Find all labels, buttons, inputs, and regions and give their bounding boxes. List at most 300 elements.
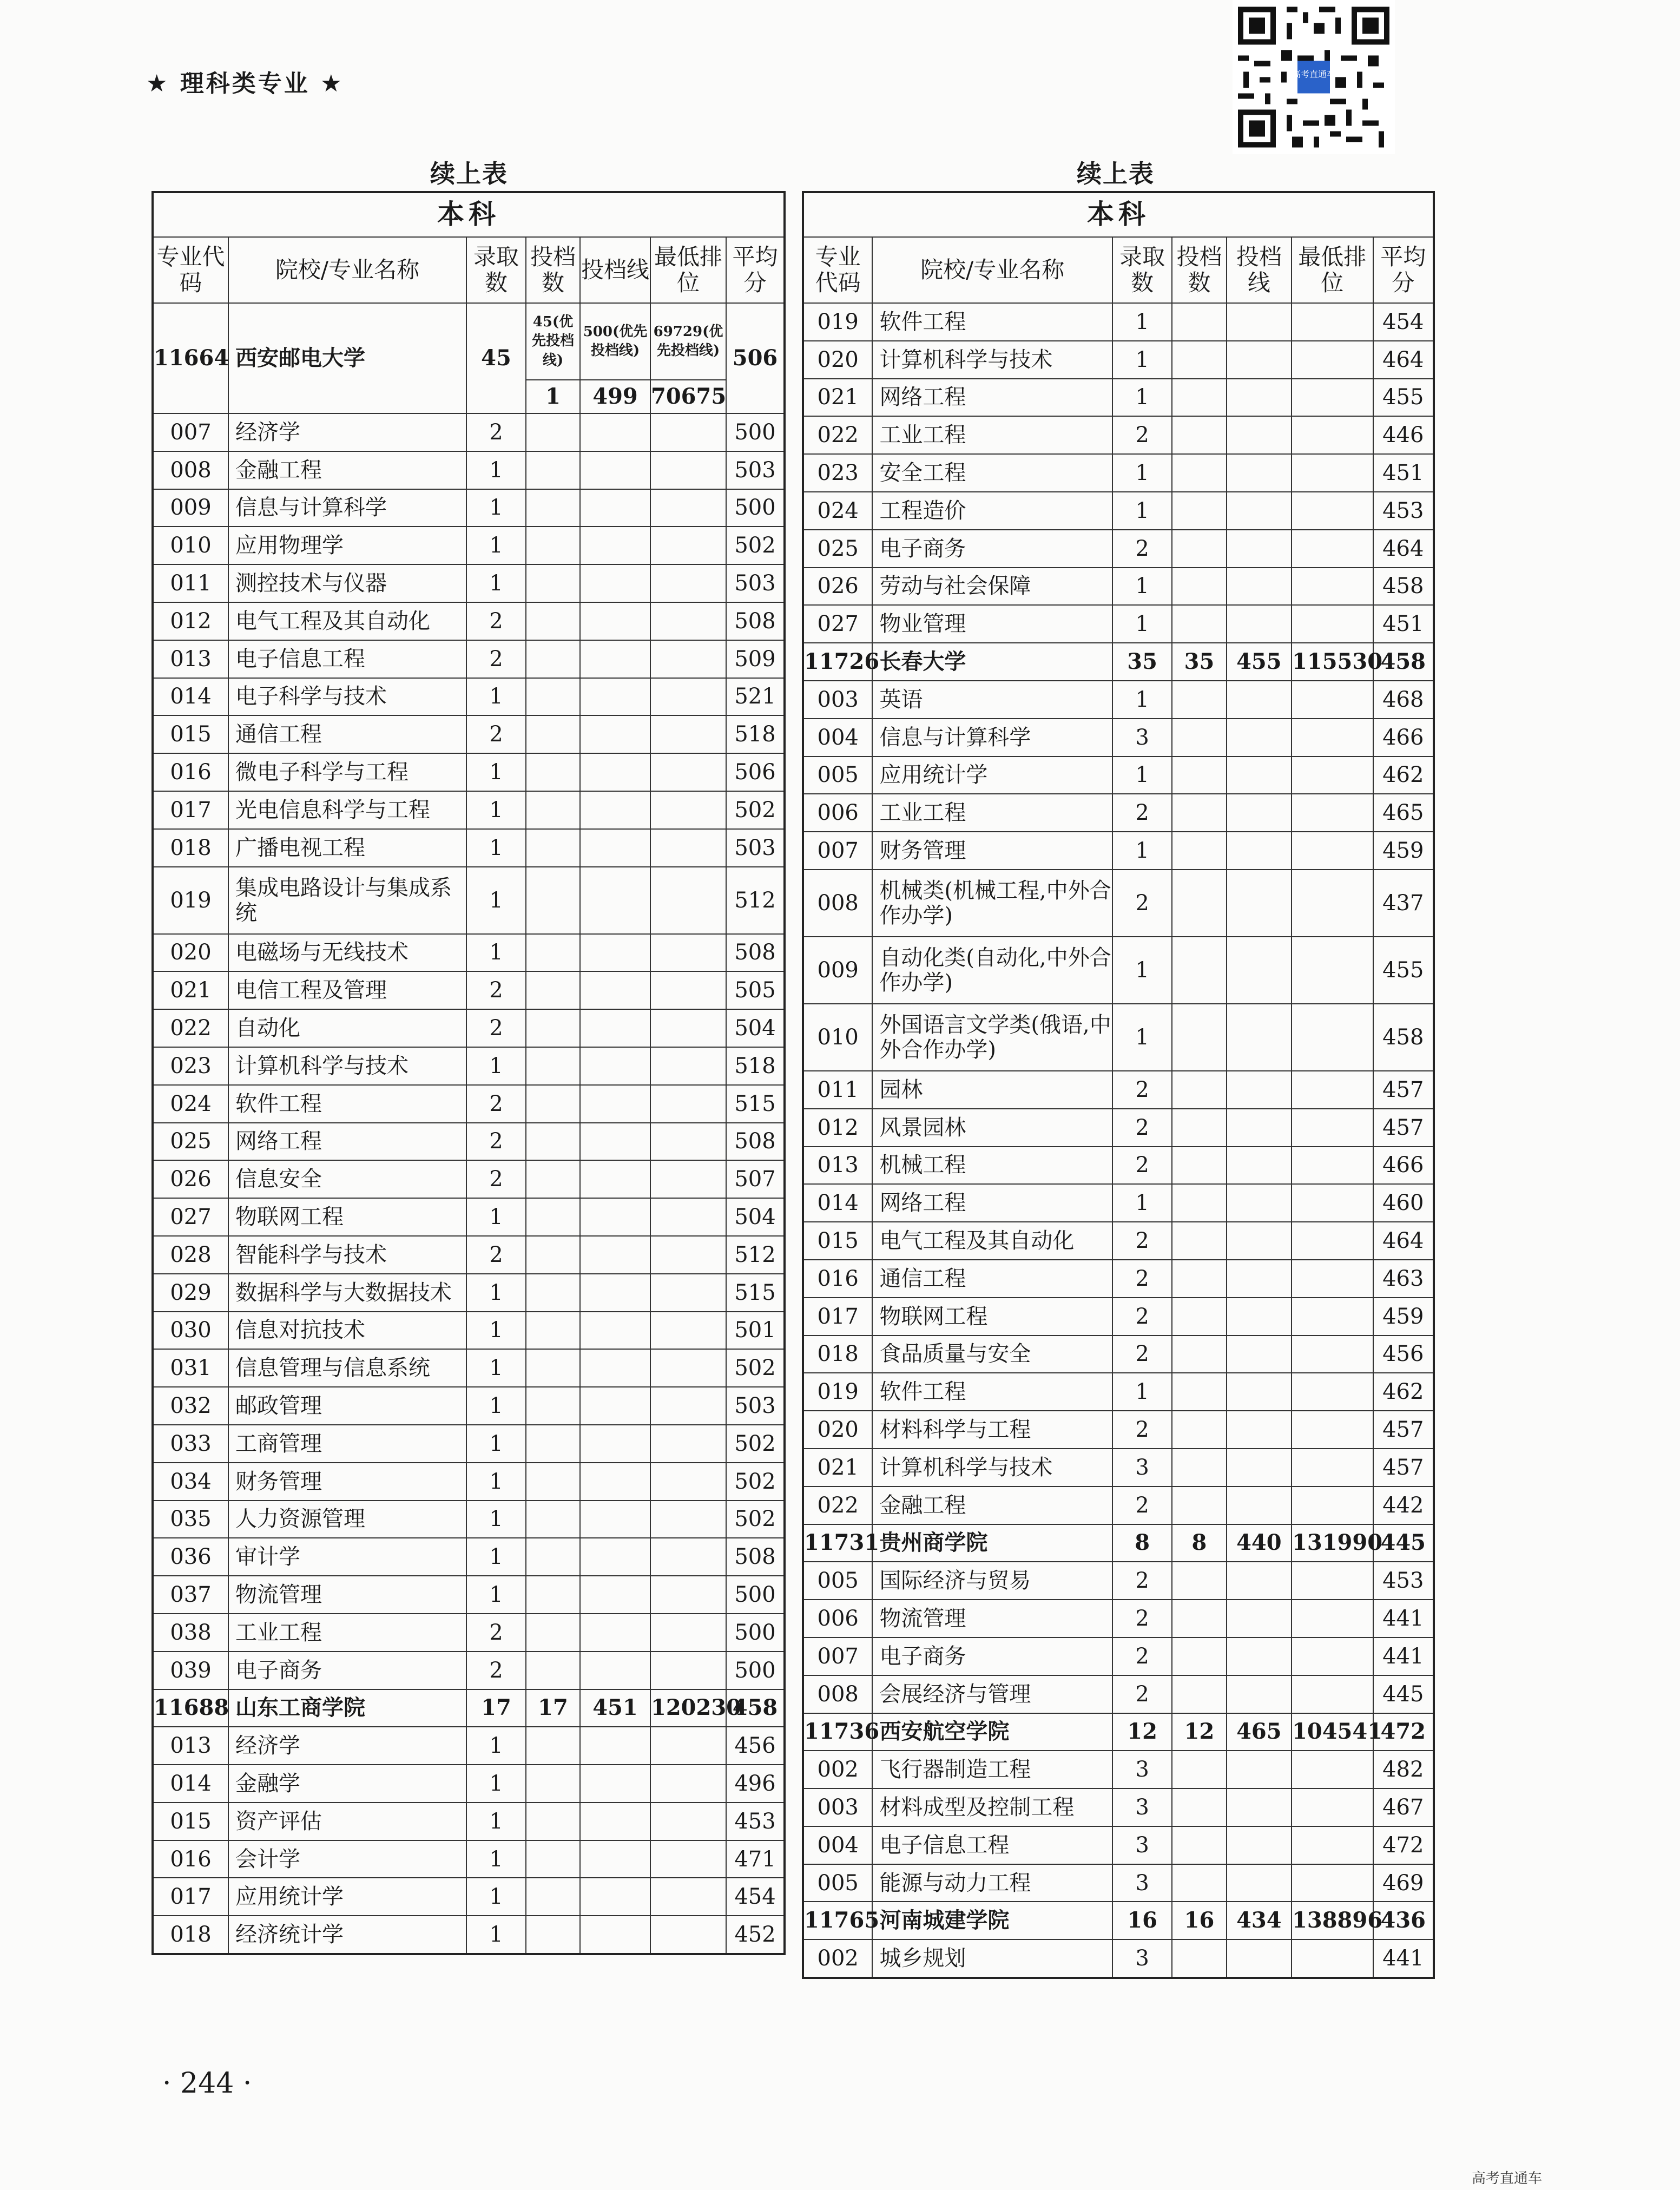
priority-rank: 69729(优先投档线) (650, 303, 726, 380)
major-name: 网络工程 (872, 379, 1112, 417)
university-avg: 472 (1373, 1713, 1434, 1751)
university-name: 西安航空学院 (872, 1713, 1112, 1751)
major-avg: 500 (726, 413, 785, 451)
major-line (1227, 1222, 1292, 1260)
table-row (153, 564, 785, 602)
table-row (153, 934, 785, 972)
major-min-rank (1292, 303, 1373, 341)
major-line (580, 1198, 650, 1236)
major-code: 004 (803, 719, 872, 757)
major-submitted (1172, 757, 1226, 794)
major-admitted: 1 (1112, 832, 1172, 870)
table-row (803, 1411, 1434, 1449)
major-submitted (526, 1047, 580, 1085)
major-name: 物联网工程 (228, 1198, 466, 1236)
major-submitted (526, 934, 580, 972)
major-min-rank (1292, 1751, 1373, 1788)
major-admitted: 1 (466, 1765, 526, 1803)
major-avg: 512 (726, 1236, 785, 1274)
major-line (1227, 1373, 1292, 1411)
major-name: 信息对抗技术 (228, 1312, 466, 1350)
major-line (580, 715, 650, 753)
major-min-rank (1292, 1004, 1373, 1071)
table-row (803, 719, 1434, 757)
major-line (1227, 341, 1292, 379)
major-admitted: 2 (1112, 1109, 1172, 1147)
major-admitted: 1 (466, 451, 526, 489)
major-line (580, 413, 650, 451)
major-submitted (526, 678, 580, 716)
major-code: 017 (803, 1298, 872, 1336)
table-row (153, 1425, 785, 1463)
table-row (153, 1047, 785, 1085)
major-min-rank (1292, 1260, 1373, 1298)
major-submitted (1172, 568, 1226, 606)
university-row (803, 1524, 1434, 1562)
university-row (803, 643, 1434, 681)
major-line (580, 1047, 650, 1085)
major-submitted (526, 1236, 580, 1274)
major-name: 审计学 (228, 1538, 466, 1576)
major-code: 007 (803, 1637, 872, 1675)
table-row (803, 1788, 1434, 1826)
major-rows-xiyou (153, 413, 785, 1689)
major-min-rank (1292, 1487, 1373, 1524)
table-row (803, 1600, 1434, 1637)
major-submitted (1172, 454, 1226, 492)
major-min-rank (1292, 1222, 1373, 1260)
major-avg: 463 (1373, 1260, 1434, 1298)
major-code: 024 (153, 1085, 228, 1123)
major-admitted: 2 (466, 640, 526, 678)
university-min-rank: 104541 (1292, 1713, 1373, 1751)
major-name: 应用统计学 (228, 1878, 466, 1916)
major-submitted (1172, 1600, 1226, 1637)
major-avg: 454 (1373, 303, 1434, 341)
major-admitted: 1 (466, 1576, 526, 1614)
major-submitted (526, 564, 580, 602)
major-line (580, 1160, 650, 1198)
major-name: 外国语言文学类(俄语,中外合作办学) (872, 1004, 1112, 1071)
major-line (580, 1878, 650, 1916)
major-name: 工业工程 (872, 416, 1112, 454)
major-line (1227, 1751, 1292, 1788)
major-code: 012 (153, 602, 228, 640)
table-row (153, 1614, 785, 1652)
major-line (1227, 530, 1292, 568)
major-code: 014 (153, 678, 228, 716)
major-line (580, 829, 650, 867)
major-name: 软件工程 (872, 1373, 1112, 1411)
major-name: 通信工程 (872, 1260, 1112, 1298)
major-line (580, 1463, 650, 1501)
major-line (580, 602, 650, 640)
major-admitted: 2 (1112, 1260, 1172, 1298)
table-row (803, 416, 1434, 454)
major-submitted (526, 489, 580, 527)
major-submitted (1172, 1449, 1226, 1487)
major-admitted: 1 (1112, 379, 1172, 417)
major-name: 计算机科学与技术 (872, 1449, 1112, 1487)
major-admitted: 3 (1112, 1751, 1172, 1788)
university-row (803, 1713, 1434, 1751)
major-min-rank (650, 1387, 726, 1425)
table-row (153, 1803, 785, 1840)
major-avg: 500 (726, 489, 785, 527)
major-min-rank (1292, 1071, 1373, 1109)
major-admitted: 2 (1112, 1336, 1172, 1373)
university-row (803, 1902, 1434, 1939)
col-header-name: 院校/专业名称 (872, 237, 1112, 303)
table-row (153, 1009, 785, 1047)
table-row (803, 832, 1434, 870)
major-code: 031 (153, 1349, 228, 1387)
major-min-rank (650, 1274, 726, 1312)
major-submitted (1172, 1071, 1226, 1109)
university-line: 465 (1227, 1713, 1292, 1751)
major-avg: 467 (1373, 1788, 1434, 1826)
major-name: 机械工程 (872, 1147, 1112, 1185)
major-code: 013 (803, 1147, 872, 1185)
major-code: 013 (153, 1727, 228, 1765)
university-submitted: 17 (526, 1689, 580, 1727)
major-min-rank (650, 564, 726, 602)
major-min-rank (650, 1614, 726, 1652)
major-name: 广播电视工程 (228, 829, 466, 867)
major-line (580, 753, 650, 791)
major-min-rank (1292, 1675, 1373, 1713)
major-admitted: 1 (1112, 681, 1172, 719)
table-row (153, 753, 785, 791)
table-row (803, 1336, 1434, 1373)
major-avg: 454 (726, 1878, 785, 1916)
major-min-rank (1292, 719, 1373, 757)
major-name: 微电子科学与工程 (228, 753, 466, 791)
major-submitted (526, 602, 580, 640)
major-min-rank (650, 1160, 726, 1198)
major-name: 材料科学与工程 (872, 1411, 1112, 1449)
major-submitted (1172, 492, 1226, 530)
major-code: 022 (153, 1009, 228, 1047)
major-min-rank (1292, 937, 1373, 1004)
major-min-rank (650, 678, 726, 716)
major-submitted (1172, 1184, 1226, 1222)
major-submitted (1172, 1109, 1226, 1147)
major-code: 024 (803, 492, 872, 530)
table-row (803, 303, 1434, 341)
table-row (153, 1123, 785, 1161)
col-header-avg: 平均分 (726, 237, 785, 303)
major-name: 安全工程 (872, 454, 1112, 492)
major-line (580, 564, 650, 602)
major-admitted: 3 (1112, 1864, 1172, 1902)
table-row (153, 971, 785, 1009)
major-avg: 442 (1373, 1487, 1434, 1524)
major-submitted (1172, 379, 1226, 417)
university-min-rank: 131990 (1292, 1524, 1373, 1562)
major-admitted: 1 (466, 829, 526, 867)
major-code: 021 (803, 379, 872, 417)
major-submitted (526, 1614, 580, 1652)
major-line (1227, 1675, 1292, 1713)
major-name: 物流管理 (228, 1576, 466, 1614)
major-avg: 508 (726, 602, 785, 640)
major-avg: 506 (726, 753, 785, 791)
major-min-rank (1292, 1184, 1373, 1222)
major-line (1227, 416, 1292, 454)
major-name: 劳动与社会保障 (872, 568, 1112, 606)
major-min-rank (1292, 416, 1373, 454)
university-code: 11736 (803, 1713, 872, 1751)
major-line (580, 1349, 650, 1387)
major-admitted: 2 (466, 1085, 526, 1123)
major-name: 网络工程 (872, 1184, 1112, 1222)
major-admitted: 1 (466, 1312, 526, 1350)
major-avg: 437 (1373, 870, 1434, 937)
major-avg: 459 (1373, 832, 1434, 870)
major-min-rank (1292, 757, 1373, 794)
university-admitted: 35 (1112, 643, 1172, 681)
table-row (803, 1298, 1434, 1336)
major-submitted (1172, 832, 1226, 870)
university-row (153, 303, 785, 380)
major-min-rank (1292, 1788, 1373, 1826)
table-row (803, 530, 1434, 568)
major-code: 036 (153, 1538, 228, 1576)
major-line (580, 1274, 650, 1312)
major-code: 013 (153, 640, 228, 678)
major-min-rank (1292, 605, 1373, 643)
major-admitted: 1 (466, 527, 526, 564)
col-header-line: 投档线 (1227, 237, 1292, 303)
col-header-line: 投档线 (580, 237, 650, 303)
major-line (580, 1123, 650, 1161)
university-name: 河南城建学院 (872, 1902, 1112, 1939)
major-avg: 457 (1373, 1109, 1434, 1147)
major-line (1227, 870, 1292, 937)
major-admitted: 2 (1112, 1147, 1172, 1185)
major-avg: 471 (726, 1840, 785, 1878)
col-header-code: 专业代码 (803, 237, 872, 303)
major-code: 010 (803, 1004, 872, 1071)
major-code: 022 (803, 416, 872, 454)
major-admitted: 2 (1112, 1637, 1172, 1675)
major-avg: 515 (726, 1274, 785, 1312)
major-min-rank (650, 451, 726, 489)
major-admitted: 1 (466, 791, 526, 829)
university-submitted: 1 (526, 380, 580, 413)
major-line (580, 1803, 650, 1840)
major-name: 电子商务 (872, 530, 1112, 568)
table-row (153, 678, 785, 716)
major-line (1227, 1939, 1292, 1978)
table-row (803, 454, 1434, 492)
major-min-rank (650, 602, 726, 640)
major-submitted (526, 527, 580, 564)
major-admitted: 3 (1112, 1826, 1172, 1864)
table-row (803, 1147, 1434, 1185)
university-code: 11726 (803, 643, 872, 681)
major-line (580, 1614, 650, 1652)
major-line (1227, 303, 1292, 341)
major-min-rank (650, 1576, 726, 1614)
col-header-code: 专业代码 (153, 237, 228, 303)
university-min-rank: 115530 (1292, 643, 1373, 681)
major-submitted (526, 451, 580, 489)
major-submitted (1172, 1222, 1226, 1260)
major-admitted: 2 (466, 1614, 526, 1652)
major-name: 信息安全 (228, 1160, 466, 1198)
table-row (153, 640, 785, 678)
col-header-submitted: 投档数 (1172, 237, 1226, 303)
major-avg: 455 (1373, 379, 1434, 417)
priority-submitted: 45(优先投档线) (526, 303, 580, 380)
major-line (1227, 832, 1292, 870)
major-avg: 464 (1373, 341, 1434, 379)
major-submitted (526, 1916, 580, 1954)
major-avg: 508 (726, 934, 785, 972)
major-submitted (526, 829, 580, 867)
major-admitted: 2 (1112, 1487, 1172, 1524)
major-avg: 441 (1373, 1600, 1434, 1637)
table-row (803, 1373, 1434, 1411)
major-name: 金融工程 (228, 451, 466, 489)
major-avg: 502 (726, 791, 785, 829)
major-line (580, 1840, 650, 1878)
major-submitted (526, 715, 580, 753)
major-admitted: 1 (1112, 605, 1172, 643)
major-avg: 468 (1373, 681, 1434, 719)
university-name: 西安邮电大学 (228, 303, 466, 413)
major-line (1227, 1004, 1292, 1071)
table-row (153, 1878, 785, 1916)
major-admitted: 2 (1112, 870, 1172, 937)
major-avg: 466 (1373, 719, 1434, 757)
major-avg: 464 (1373, 1222, 1434, 1260)
table-row (803, 1637, 1434, 1675)
university-min-rank: 120230 (650, 1689, 726, 1727)
university-line: 455 (1227, 643, 1292, 681)
major-avg: 505 (726, 971, 785, 1009)
major-line (580, 1727, 650, 1765)
university-name: 山东工商学院 (228, 1689, 466, 1727)
major-submitted (1172, 1004, 1226, 1071)
major-avg: 446 (1373, 416, 1434, 454)
major-code: 026 (803, 568, 872, 606)
major-avg: 521 (726, 678, 785, 716)
major-line (580, 1425, 650, 1463)
major-line (1227, 1411, 1292, 1449)
major-name: 物流管理 (872, 1600, 1112, 1637)
major-submitted (1172, 794, 1226, 832)
major-admitted: 2 (1112, 530, 1172, 568)
major-min-rank (1292, 681, 1373, 719)
major-min-rank (650, 1916, 726, 1954)
university-admitted: 8 (1112, 1524, 1172, 1562)
major-min-rank (650, 1425, 726, 1463)
table-row (153, 1916, 785, 1954)
major-line (580, 640, 650, 678)
major-submitted (1172, 1751, 1226, 1788)
major-submitted (1172, 1487, 1226, 1524)
table-row (153, 867, 785, 934)
major-name: 电子商务 (872, 1637, 1112, 1675)
major-name: 计算机科学与技术 (872, 341, 1112, 379)
major-name: 会展经济与管理 (872, 1675, 1112, 1713)
major-avg: 453 (1373, 492, 1434, 530)
major-name: 工商管理 (228, 1425, 466, 1463)
major-min-rank (650, 1463, 726, 1501)
major-code: 019 (803, 1373, 872, 1411)
major-name: 城乡规划 (872, 1939, 1112, 1978)
major-name: 数据科学与大数据技术 (228, 1274, 466, 1312)
major-min-rank (1292, 1147, 1373, 1185)
major-submitted (526, 1652, 580, 1689)
major-name: 财务管理 (872, 832, 1112, 870)
major-name: 电子信息工程 (228, 640, 466, 678)
major-name: 智能科学与技术 (228, 1236, 466, 1274)
major-submitted (526, 1840, 580, 1878)
major-code: 008 (803, 870, 872, 937)
major-submitted (1172, 1939, 1226, 1978)
major-code: 018 (153, 829, 228, 867)
major-admitted: 2 (466, 602, 526, 640)
major-code: 032 (153, 1387, 228, 1425)
major-name: 电子商务 (228, 1652, 466, 1689)
major-min-rank (1292, 1562, 1373, 1600)
major-submitted (1172, 1260, 1226, 1298)
major-line (1227, 1826, 1292, 1864)
university-row (153, 1689, 785, 1727)
major-avg: 512 (726, 867, 785, 934)
major-line (1227, 1788, 1292, 1826)
major-name: 应用物理学 (228, 527, 466, 564)
major-line (1227, 1449, 1292, 1487)
major-min-rank (1292, 1826, 1373, 1864)
university-code: 11765 (803, 1902, 872, 1939)
major-avg: 469 (1373, 1864, 1434, 1902)
major-code: 020 (803, 341, 872, 379)
major-name: 风景园林 (872, 1109, 1112, 1147)
major-min-rank (1292, 530, 1373, 568)
major-line (1227, 1637, 1292, 1675)
table-row (153, 1538, 785, 1576)
major-admitted: 1 (1112, 1184, 1172, 1222)
major-avg: 456 (726, 1727, 785, 1765)
major-name: 金融学 (228, 1765, 466, 1803)
major-admitted: 1 (466, 1501, 526, 1538)
major-avg: 458 (1373, 1004, 1434, 1071)
major-name: 物联网工程 (872, 1298, 1112, 1336)
major-avg: 458 (1373, 568, 1434, 606)
major-admitted: 1 (1112, 454, 1172, 492)
table-row (803, 492, 1434, 530)
major-admitted: 2 (1112, 1411, 1172, 1449)
major-min-rank (1292, 1864, 1373, 1902)
major-line (580, 1312, 650, 1350)
major-code: 035 (153, 1501, 228, 1538)
major-name: 工业工程 (872, 794, 1112, 832)
table-row (803, 794, 1434, 832)
major-avg: 502 (726, 1501, 785, 1538)
major-min-rank (650, 971, 726, 1009)
major-min-rank (1292, 1600, 1373, 1637)
major-submitted (1172, 1147, 1226, 1185)
major-avg: 502 (726, 1425, 785, 1463)
table-row (803, 1675, 1434, 1713)
table-row (153, 791, 785, 829)
major-admitted: 1 (1112, 492, 1172, 530)
